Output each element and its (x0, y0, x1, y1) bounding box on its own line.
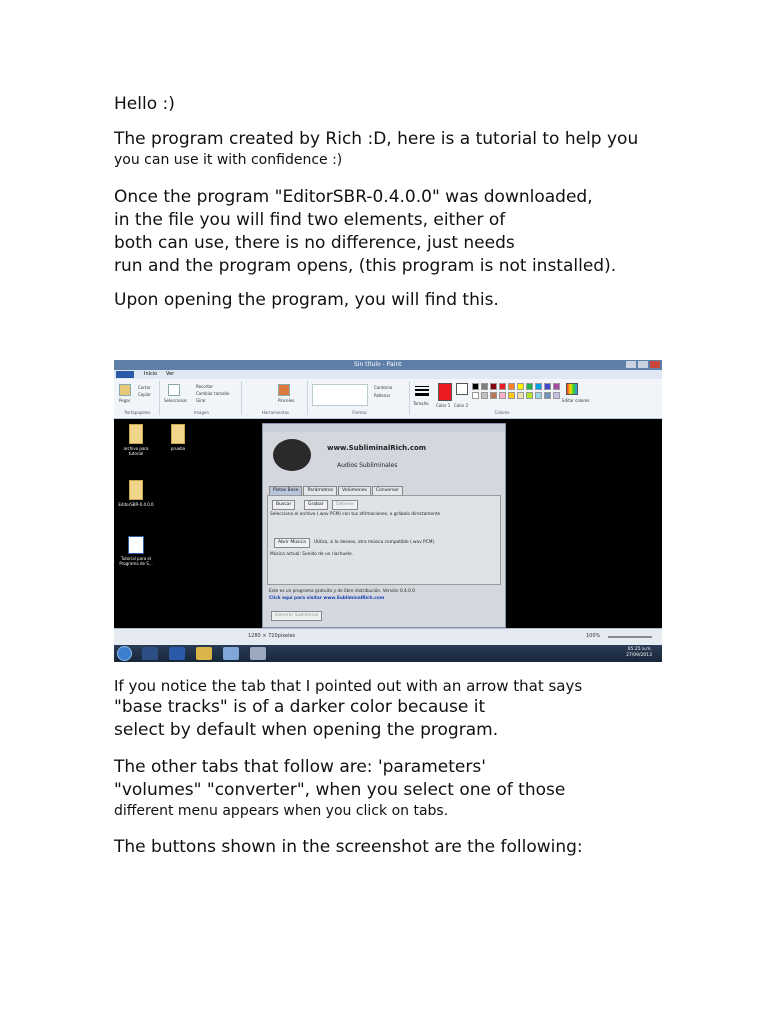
palette-swatch (508, 383, 515, 390)
ribbon-group-image (162, 381, 242, 415)
palette-swatch (481, 383, 488, 390)
taskbar-clock (626, 647, 652, 659)
size-icon (415, 384, 429, 398)
arrow-note-line: select by default when opening the program. (114, 720, 499, 740)
program-screenshot (114, 360, 662, 662)
color1-swatch (438, 383, 452, 401)
clock-date: 27/09/2013 (626, 653, 652, 658)
taskbar-media-icon (142, 647, 158, 660)
greeting: Hello :) (114, 94, 175, 114)
paint-tab-ver: Ver (166, 371, 175, 377)
arrow-note-paragraph (114, 676, 582, 742)
palette-swatch (544, 383, 551, 390)
ribbon-contorno: Contorno (374, 385, 393, 390)
palette-swatch (481, 392, 488, 399)
desktop-icon-caption: EditorSBR-0.4.0.0 (118, 502, 154, 507)
palette-swatch (490, 383, 497, 390)
tabs-note-line: "volumes" "converter", when you select one of those (114, 780, 566, 800)
desktop-icon (116, 480, 156, 507)
zoom-slider (608, 636, 652, 638)
ribbon-color2: Color 2 (454, 403, 469, 408)
palette-swatch (490, 392, 497, 399)
brain-logo-icon (273, 439, 311, 471)
ribbon-group-tools (244, 381, 308, 415)
palette-swatch (472, 383, 479, 390)
palette-swatch (535, 392, 542, 399)
desktop-icon-caption: archivo para tutorial (123, 446, 149, 456)
ribbon-group-label: Portapapeles (124, 410, 151, 415)
tabs-note-line: The other tabs that follow are: 'parameters' (114, 757, 486, 777)
palette-swatch (535, 383, 542, 390)
ribbon-seleccionar: Seleccionar (164, 398, 188, 403)
download-line: both can use, there is no difference, just needs (114, 233, 515, 253)
tab-pistas-base: Pistas Base (269, 486, 302, 496)
ribbon-tamano: Tamaño (413, 401, 429, 406)
taskbar-paint-icon (250, 647, 266, 660)
paint-status-bar (114, 628, 662, 645)
palette-swatch (526, 392, 533, 399)
palette-swatch (553, 392, 560, 399)
ribbon-group-label: Formas (352, 410, 367, 415)
desktop-icon (116, 536, 156, 566)
minimize-icon (626, 361, 636, 368)
tab-conversor: Conversor (372, 486, 403, 496)
desktop-icon (158, 424, 198, 451)
editorsbr-window (262, 423, 506, 628)
download-paragraph (114, 186, 616, 278)
intro-line-2: you can use it with confidence :) (114, 152, 343, 168)
app-site-link: Click aquí para visitar www.SubliminalRich.com (269, 596, 385, 601)
taskbar-explorer-icon (196, 647, 212, 660)
tabs-note-line: different menu appears when you click on tabs. (114, 803, 449, 819)
app-site: www.SubliminalRich.com (327, 444, 427, 452)
palette-swatch (553, 383, 560, 390)
maximize-icon (638, 361, 648, 368)
taskbar-word-icon (169, 647, 185, 660)
app-panel (267, 495, 501, 585)
ribbon-rellenar: Rellenar (374, 393, 391, 398)
paste-icon (119, 384, 131, 396)
ribbon-editar-colores: Editar colores (562, 398, 590, 403)
editorsbr-title-bar (263, 424, 505, 432)
arrow-note-line: If you notice the tab that I pointed out with an arrow that says (114, 677, 583, 695)
paint-title-bar (114, 360, 662, 370)
desktop-icon (116, 424, 156, 456)
clock-time: 05:25 a.m. (627, 647, 652, 652)
zoom-level: 100% (586, 633, 601, 639)
buscar-button: Buscar (272, 500, 295, 510)
opening-paragraph: Upon opening the program, you will find this. (114, 290, 499, 310)
generar-subliminal-button: Generar Subliminal (271, 611, 322, 621)
paint-file-button (116, 371, 134, 378)
folder-icon (129, 424, 143, 444)
ribbon-color1: Color 1 (436, 403, 451, 408)
tabs-note-paragraph (114, 756, 565, 820)
palette-swatch (508, 392, 515, 399)
select-icon (168, 384, 180, 396)
app-footer-info (267, 587, 501, 607)
ribbon-pinceles: Pinceles (278, 398, 295, 403)
grabar-button: Grabar (304, 500, 328, 510)
download-line: Once the program "EditorSBR-0.4.0.0" was downloaded, (114, 187, 593, 207)
palette-swatch (517, 392, 524, 399)
desktop-icon-caption: Tutorial para el Programa de S... (119, 556, 153, 566)
edit-colors-icon (566, 383, 578, 395)
select-instructions: Selecciona el archivo (.wav PCM) con tus afirmaciones, o grábalo directamente (270, 512, 441, 517)
arrow-note-line: "base tracks" is of a darker color because it (114, 697, 486, 717)
buttons-note-paragraph: The buttons shown in the screenshot are the following: (114, 837, 583, 857)
desktop-icon-caption: prueba (170, 446, 186, 451)
folder-icon (171, 424, 185, 444)
palette-swatch (517, 383, 524, 390)
palette-swatch (526, 383, 533, 390)
paint-window-title: Sin título - Paint (354, 361, 402, 368)
ribbon-pegar: Pegar (119, 398, 131, 403)
ribbon-group-clipboard (116, 381, 160, 415)
musica-actual: Música actual: Sonido de un riachuelo. (270, 552, 353, 557)
ribbon-group-label: Imagen (193, 410, 210, 415)
folder-icon (129, 480, 143, 500)
app-subtitle: Audios Subliminales (337, 462, 398, 469)
palette-swatch (499, 383, 506, 390)
palette-swatch (472, 392, 479, 399)
shapes-gallery (312, 384, 368, 406)
ribbon-girar: Girar (196, 398, 206, 403)
detener-button: Detener (332, 500, 358, 510)
ribbon-cortar: Cortar (138, 385, 151, 390)
intro-line-1: The program created by Rich :D, here is a tutorial to help you (114, 129, 639, 149)
paint-ribbon (114, 379, 662, 419)
canvas-size: 1280 × 720píxeles (248, 633, 296, 639)
ribbon-group-shapes (310, 381, 410, 415)
download-line: in the file you will find two elements, either of (114, 210, 506, 230)
word-document-icon (128, 536, 144, 554)
intro-paragraph (114, 128, 638, 169)
app-version-info: Este es un programa gratuito y de libre distribución. Versión 0.4.0.0 (269, 589, 415, 594)
abrir-musica-button: Abrir Música (274, 538, 310, 548)
ribbon-cambiar-tamano: Cambiar tamaño (196, 391, 230, 396)
musica-instructions: Utiliza, si lo deseas, otra música compatible (.wav PCM). (314, 540, 436, 545)
taskbar-java-icon (223, 647, 239, 660)
ribbon-copiar: Copiar (138, 392, 151, 397)
paint-tab-inicio: Inicio (144, 371, 158, 377)
windows-taskbar (114, 645, 662, 662)
brush-icon (278, 384, 290, 396)
color2-swatch (456, 383, 468, 395)
window-controls (626, 361, 660, 368)
close-icon (650, 361, 660, 368)
palette-swatch (499, 392, 506, 399)
paint-menu-tabs (114, 370, 662, 379)
download-line: run and the program opens, (this program is not installed). (114, 256, 617, 276)
tab-parametros: Parámetros (303, 486, 337, 496)
ribbon-recortar: Recortar (196, 384, 214, 389)
palette-swatch (544, 392, 551, 399)
ribbon-group-label: Herramientas (261, 410, 290, 415)
ribbon-group-colors (412, 381, 592, 415)
ribbon-group-label: Colores (494, 410, 510, 415)
start-orb-icon (117, 646, 132, 661)
tab-volumenes: Volúmenes (338, 486, 371, 496)
